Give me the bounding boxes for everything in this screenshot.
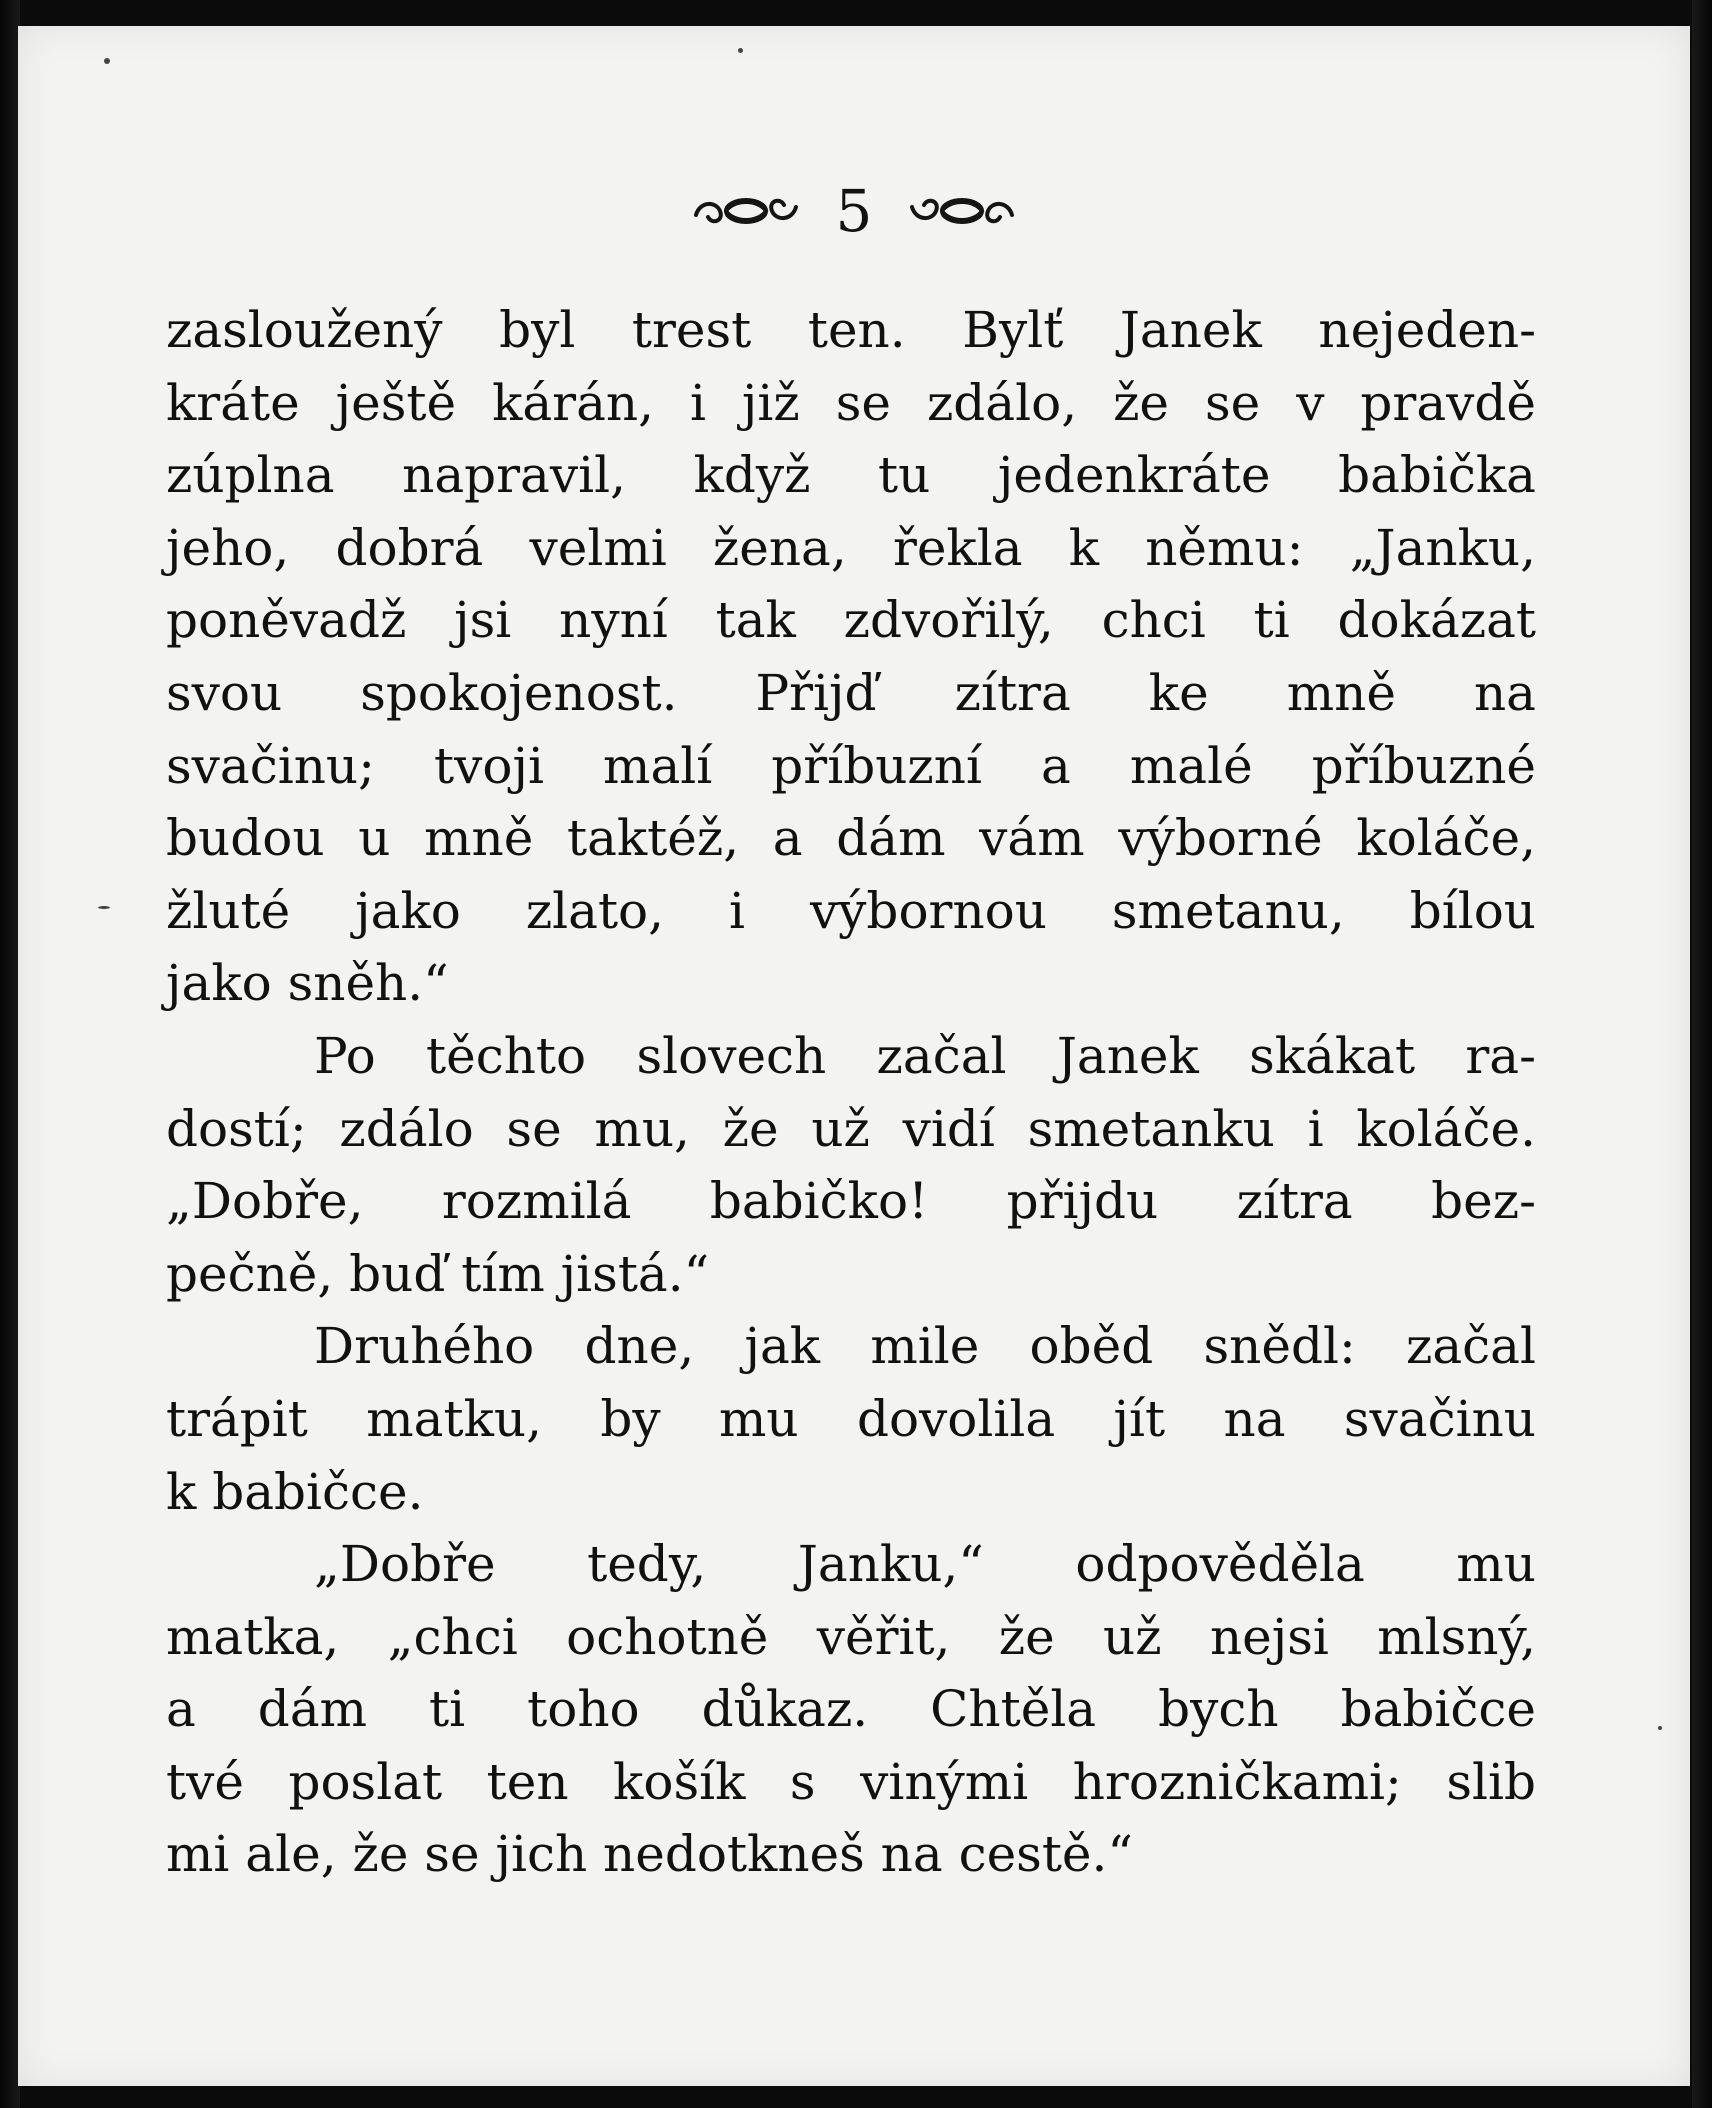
text-line: dostí; zdálo se mu, že už vidí smetanku i koláče. [166, 1099, 1536, 1158]
text-line: poněvadž jsi nyní tak zdvořilý, chci ti dokázat [166, 591, 1536, 650]
page-header [18, 176, 1690, 246]
page-number: 5 [835, 177, 873, 245]
text-line: jeho, dobrá velmi žena, řekla k němu: „Janku, [166, 518, 1536, 577]
text-line: „Dobře tedy, Janku,“ odpověděla mu [314, 1535, 1536, 1594]
text-line: zúplna napravil, když tu jedenkráte babička [166, 446, 1536, 505]
scan-speck [98, 906, 110, 909]
scan-speck [1658, 1726, 1662, 1730]
text-line: matka, „chci ochotně věřit, že už nejsi mlsný, [166, 1607, 1536, 1666]
ornament-left-icon [690, 191, 802, 231]
scan-edge-right [1692, 0, 1712, 2108]
text-line: svačinu; tvoji malí příbuzní a malé příbuzné [166, 736, 1536, 795]
text-line: Druhého dne, jak mile oběd snědl: začal [314, 1317, 1536, 1376]
scan-speck [104, 58, 110, 64]
text-line: pečně, buď tím jistá.“ [166, 1244, 710, 1303]
text-line: tvé poslat ten košík s vinými hrozničkami; slib [166, 1752, 1536, 1811]
text-line: kráte ještě kárán, i již se zdálo, že se v pravdě [166, 373, 1536, 432]
text-line: k babičce. [166, 1462, 424, 1521]
text-line: svou spokojenost. Přijď zítra ke mně na [166, 663, 1536, 722]
text-line: mi ale, že se jich nedotkneš na cestě.“ [166, 1825, 1133, 1884]
text-line: budou u mně taktéž, a dám vám výborné koláče, [166, 809, 1536, 868]
scan-edge-left [0, 0, 20, 2108]
text-line: „Dobře, rozmilá babičko! přijdu zítra bez- [166, 1172, 1536, 1231]
text-line: zasloužený byl trest ten. Bylť Janek nejeden- [166, 301, 1536, 359]
body-text [166, 294, 1536, 1891]
text-line: jako sněh.“ [166, 954, 449, 1013]
text-line: žluté jako zlato, i výbornou smetanu, bílou [166, 881, 1536, 940]
text-line: Po těchto slovech začal Janek skákat ra- [314, 1026, 1536, 1085]
scan-speck [738, 48, 743, 53]
text-line: a dám ti toho důkaz. Chtěla bych babičce [166, 1680, 1536, 1739]
book-page [18, 26, 1690, 2086]
text-line: trápit matku, by mu dovolila jít na svačinu [166, 1389, 1536, 1448]
ornament-right-icon [906, 191, 1018, 231]
